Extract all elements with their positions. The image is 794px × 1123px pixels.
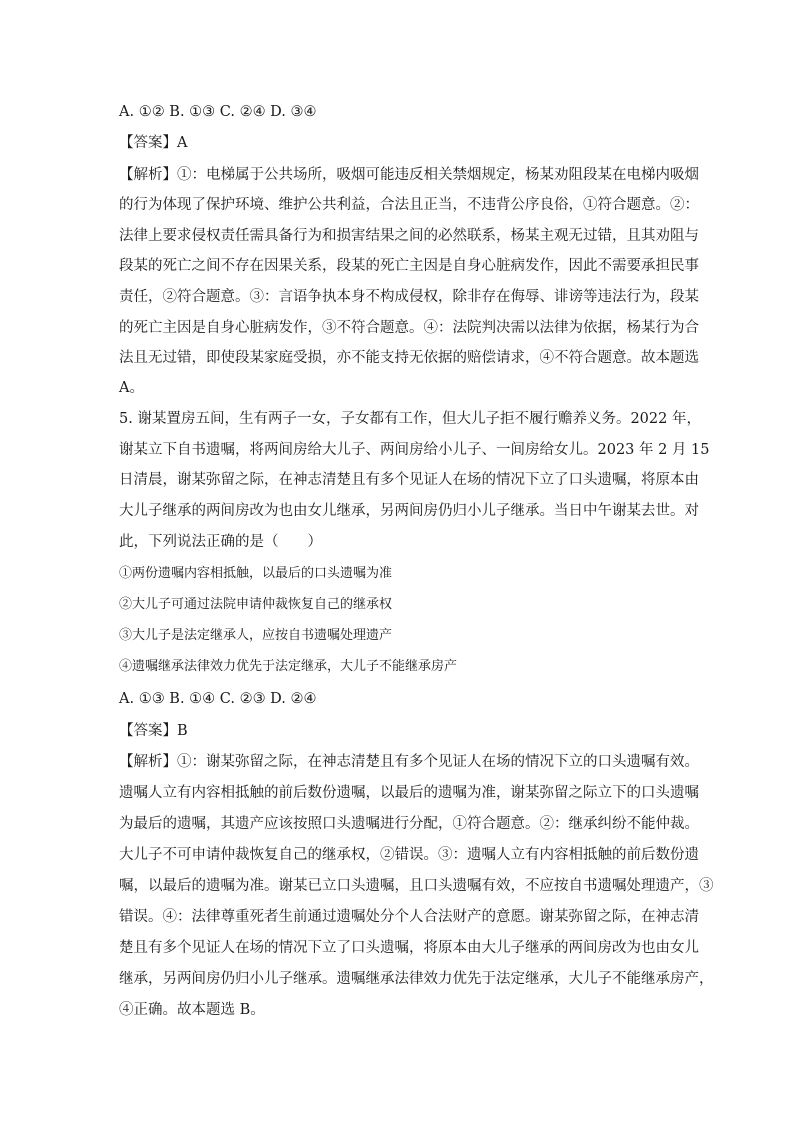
q5-options: A. ①③ B. ①④ C. ②③ D. ②④ xyxy=(119,691,317,707)
q5-analysis-line: 继承，另两间房仍归小儿子继承。遗嘱继承法律效力优先于法定继承，大儿子不能继承房产， xyxy=(119,971,714,987)
q4-analysis-line: A。 xyxy=(119,380,144,396)
q4-analysis-line: 段某的死亡之间不存在因果关系，段某的死亡主因是自身心脏病发作，因此不需要承担民事 xyxy=(119,258,699,274)
q5-analysis-line: 楚且有多个见证人在场的情况下立了口头遗嘱，将原本由大儿子继承的两间房改为也由女儿 xyxy=(119,940,699,956)
q4-analysis-line: 【解析】①：电梯属于公共场所，吸烟可能违反相关禁烟规定，杨某劝阻段某在电梯内吸烟 xyxy=(119,167,699,183)
q5-stem-line: 日清晨，谢某弥留之际，在神志清楚且有多个见证人在场的情况下立了口头遗嘱，将原本由 xyxy=(119,472,699,488)
q5-stem-line: 此，下列说法正确的是（ ） xyxy=(119,534,322,550)
q4-analysis-line: 的行为体现了保护环境、维护公共利益，合法且正当，不违背公序良俗，①符合题意。②： xyxy=(119,197,699,213)
q5-analysis-line: 大儿子不可申请仲裁恢复自己的继承权，②错误。③：遗嘱人立有内容相抵触的前后数份遗 xyxy=(119,847,699,863)
q4-analysis-line: 的死亡主因是自身心脏病发作，③不符合题意。④：法院判决需以法律为依据，杨某行为合 xyxy=(119,320,699,336)
q4-analysis-line: 法律上要求侵权责任需具备行为和损害结果之间的必然联系，杨某主观无过错，且其劝阻与 xyxy=(119,228,699,244)
q5-answer: 【答案】B xyxy=(119,723,188,739)
q5-statement: ④遗嘱继承法律效力优先于法定继承，大儿子不能继承房产 xyxy=(119,659,458,674)
q5-analysis-line: 错误。④：法律尊重死者生前通过遗嘱处分个人合法财产的意愿。谢某弥留之际，在神志清 xyxy=(119,909,699,925)
q5-analysis-line: ④正确。故本题选 B。 xyxy=(119,1002,265,1018)
q4-analysis-line: 责任，②符合题意。③：言语争执本身不构成侵权，除非存在侮辱、诽谤等违法行为，段某 xyxy=(119,289,699,305)
q5-analysis-line: 为最后的遗嘱，其遗产应该按照口头遗嘱进行分配，①符合题意。②：继承纠纷不能仲裁。 xyxy=(119,816,699,832)
q5-stem-line: 5. 谢某置房五间，生有两子一女，子女都有工作，但大儿子拒不履行赡养义务。2022 年， xyxy=(119,411,701,427)
q5-statement: ③大儿子是法定继承人，应按自书遗嘱处理遗产 xyxy=(119,628,393,643)
q5-statement: ①两份遗嘱内容相抵触，以最后的口头遗嘱为准 xyxy=(119,566,393,581)
q5-analysis-line: 嘱，以最后的遗嘱为准。谢某已立口头遗嘱，且口头遗嘱有效，不应按自书遗嘱处理遗产，③ xyxy=(119,878,714,894)
q4-options: A. ①② B. ①③ C. ②④ D. ③④ xyxy=(119,104,317,120)
q5-analysis-line: 【解析】①：谢某弥留之际，在神志清楚且有多个见证人在场的情况下立的口头遗嘱有效。 xyxy=(119,754,699,770)
q5-stem-line: 谢某立下自书遗嘱，将两间房给大儿子、两间房给小儿子、一间房给女儿。2023 年 2 月 15 xyxy=(119,442,710,458)
q5-stem-line: 大儿子继承的两间房改为也由女儿继承，另两间房仍归小儿子继承。当日中午谢某去世。对 xyxy=(119,503,699,519)
q5-analysis-line: 遗嘱人立有内容相抵触的前后数份遗嘱，以最后的遗嘱为准，谢某弥留之际立下的口头遗嘱 xyxy=(119,785,699,801)
q4-analysis-line: 法且无过错，即使段某家庭受损，亦不能支持无依据的赔偿请求，④不符合题意。故本题选 xyxy=(119,350,699,366)
q4-answer: 【答案】A xyxy=(119,135,188,151)
q5-statement: ②大儿子可通过法院申请仲裁恢复自己的继承权 xyxy=(119,597,393,612)
